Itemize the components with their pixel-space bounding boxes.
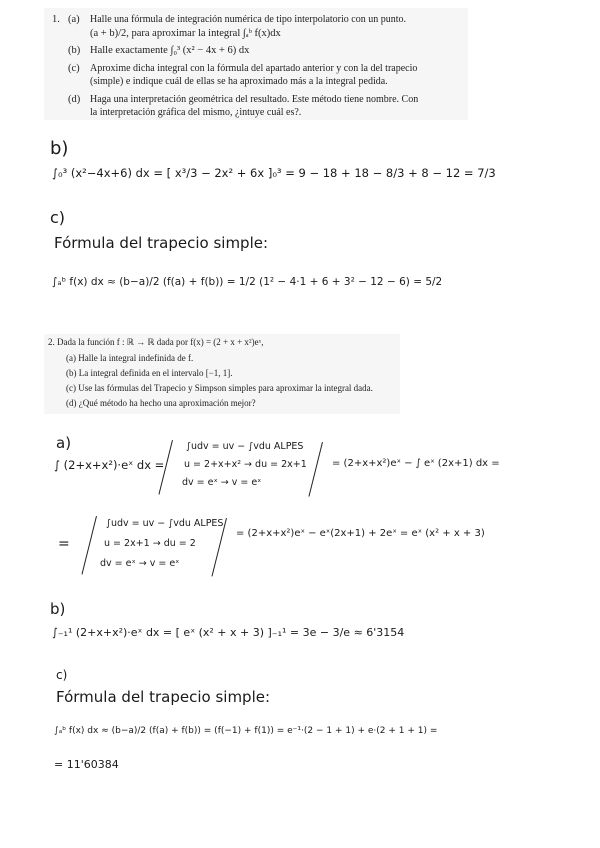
problem2-b: (b) La integral definida en el intervalo [−1, 1]. xyxy=(66,368,233,378)
box2-left-slash xyxy=(81,516,96,574)
answer2-c-line: ∫ₐᵇ f(x) dx ≈ (b−a)/2 (f(a) + f(b)) = (f(−1) + f(1)) = e⁻¹·(2 − 1 + 1) + e·(2 + 1 + 1) = xyxy=(54,726,438,736)
problem1-number: 1. xyxy=(52,14,60,25)
problem1-d-line1: Haga una interpretación geométrica del resultado. Este método tiene nombre. Con xyxy=(90,94,419,105)
answer1-c-title: Fórmula del trapecio simple: xyxy=(54,234,269,252)
answer2-b-line: ∫₋₁¹ (2+x+x²)·eˣ dx = [ eˣ (x² + x + 3) ]₋₁¹ = 3e − 3/e ≈ 6'3154 xyxy=(52,626,405,639)
problem1-a-label: (a) xyxy=(68,14,80,25)
answer2-a-left: ∫ (2+x+x²)·eˣ dx = xyxy=(54,458,165,472)
answer2-a-label: a) xyxy=(56,434,72,452)
answer1-c-label: c) xyxy=(50,208,66,227)
problem1-c-line1: Aproxime dicha integral con la fórmula del apartado anterior y con la del trapecio xyxy=(90,63,418,74)
answer2-b-label: b) xyxy=(50,600,66,618)
answer1-b-label: b) xyxy=(50,138,69,159)
problem2-statement xyxy=(44,334,400,414)
box1-line2: u = 2+x+x² → du = 2x+1 xyxy=(184,459,307,470)
problem1-d-label: (d) xyxy=(68,94,81,105)
answer1-b-line: ∫₀³ (x²−4x+6) dx = [ x³/3 − 2x² + 6x ]₀³ = 9 − 18 + 18 − 8/3 + 8 − 12 = 7/3 xyxy=(52,166,496,180)
answer1-c-line: ∫ₐᵇ f(x) dx ≈ (b−a)/2 (f(a) + f(b)) = 1/2 (1² − 4·1 + 6 + 3² − 12 − 6) = 5/2 xyxy=(52,276,443,288)
problem1-statement xyxy=(44,8,468,120)
box1-line3: dv = eˣ → v = eˣ xyxy=(182,477,262,488)
problem2-a: (a) Halle la integral indefinida de f. xyxy=(66,353,194,363)
answer2-a-result: = (2+x+x²)eˣ − eˣ(2x+1) + 2eˣ = eˣ (x² + x + 3) xyxy=(236,528,485,539)
problem1-b-label: (b) xyxy=(68,45,81,56)
answer2-eq2-left: = xyxy=(58,536,70,552)
problem1-c-line2: (simple) e indique cuál de ellas se ha aproximado más a la integral pedida. xyxy=(90,76,388,87)
box1-right-slash xyxy=(308,442,323,497)
box2-line3: dv = eˣ → v = eˣ xyxy=(100,558,180,569)
problem2-d: (d) ¿Qué método ha hecho una aproximación mejor? xyxy=(66,398,256,408)
answer2-c-label: c) xyxy=(56,668,68,682)
box1-line1: ∫udv = uv − ∫vdu ALPES xyxy=(186,441,304,452)
problem2-intro: 2. Dada la función f : ℝ → ℝ dada por f(x) = (2 + x + x²)eˣ, xyxy=(48,337,264,347)
problem1-a-line1: Halle una fórmula de integración numérica de tipo interpolatorio con un punto. xyxy=(90,14,407,25)
problem1-c-label: (c) xyxy=(68,63,80,74)
problem2-c: (c) Use las fórmulas del Trapecio y Simpson simples para aproximar la integral dada. xyxy=(66,383,373,393)
problem1-d-line2: la interpretación gráfica del mismo, ¿intuye cuál es?. xyxy=(90,107,302,118)
answer2-c-title: Fórmula del trapecio simple: xyxy=(56,688,271,706)
problem1-a-line2: (a + b)/2, para aproximar la integral ∫ₐᵇ f(x)dx xyxy=(90,28,281,39)
problem1-b-text: Halle exactamente ∫₀³ (x² − 4x + 6) dx xyxy=(90,45,250,56)
box2-line2: u = 2x+1 → du = 2 xyxy=(104,538,196,549)
box2-line1: ∫udv = uv − ∫vdu ALPES xyxy=(106,518,224,529)
answer2-c-result: = 11'60384 xyxy=(54,758,119,771)
answer2-a-right: = (2+x+x²)eˣ − ∫ eˣ (2x+1) dx = xyxy=(332,458,500,469)
